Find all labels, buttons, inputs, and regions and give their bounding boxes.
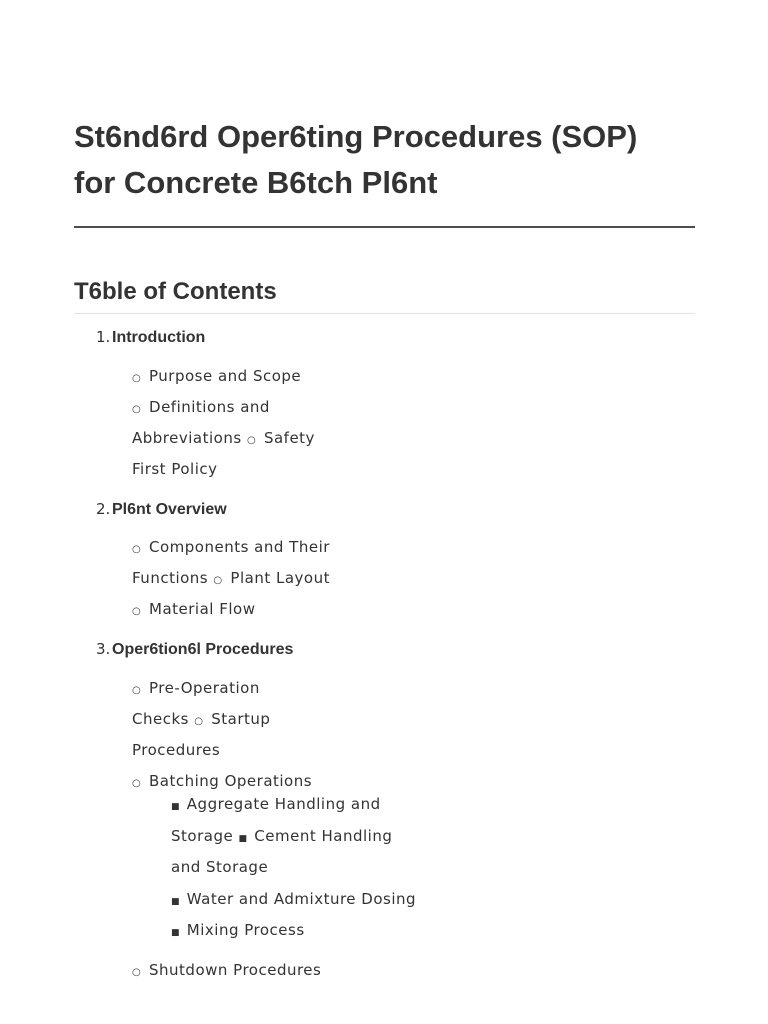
toc-section-label: Pl6nt Overview — [112, 500, 227, 518]
toc-item-text: Pre-Operation — [149, 678, 260, 697]
toc-item-text: First Policy — [132, 459, 218, 478]
toc-line — [171, 789, 695, 821]
toc-section — [74, 637, 695, 986]
toc-item-text: Checks — [132, 709, 189, 728]
document-content — [74, 114, 695, 986]
toc-item-text: Purpose and Scope — [149, 366, 302, 385]
toc-line — [132, 423, 695, 454]
toc-section-number: 2. — [96, 499, 111, 518]
toc-section — [74, 497, 695, 626]
toc-item-text: Batching Operations — [149, 771, 313, 790]
circle-bullet-icon: ○ — [132, 606, 141, 617]
toc-item-text: Abbreviations — [132, 428, 242, 447]
toc-item-text: Water and Admixture Dosing — [186, 889, 417, 908]
toc-item-text: Mixing Process — [186, 921, 305, 939]
circle-bullet-icon: ○ — [132, 544, 141, 555]
toc-heading: T6ble of Contents — [74, 277, 695, 314]
circle-bullet-icon: ○ — [132, 403, 141, 415]
circle-bullet-icon: ○ — [246, 434, 256, 446]
toc-section-label: Introduction — [112, 329, 206, 346]
toc-line — [132, 454, 695, 485]
toc-section-header — [74, 325, 695, 349]
toc-sublist — [74, 532, 695, 625]
toc-section-header — [74, 497, 695, 521]
toc-line — [171, 884, 695, 916]
toc-item-text: Components and Their — [149, 538, 330, 556]
toc-line — [132, 955, 695, 986]
toc-line — [132, 532, 695, 563]
toc-sublist — [74, 361, 695, 485]
toc-item-text: and Storage — [171, 858, 269, 876]
toc-section-number: 1. — [96, 328, 111, 346]
toc-item-text: Startup — [211, 709, 271, 728]
toc-section — [74, 325, 695, 485]
toc-line — [132, 361, 695, 392]
toc-item-text: Procedures — [132, 740, 221, 759]
toc-line — [132, 563, 695, 594]
toc-line — [132, 673, 695, 704]
circle-bullet-icon: ○ — [132, 966, 141, 978]
toc-list — [74, 325, 695, 986]
toc-section-number: 3. — [96, 640, 111, 658]
table-of-contents — [74, 277, 695, 986]
square-bullet-icon: ■ — [171, 896, 180, 907]
toc-item-text: Material Flow — [149, 600, 256, 618]
circle-bullet-icon: ○ — [194, 715, 203, 727]
toc-line — [171, 852, 695, 884]
circle-bullet-icon: ○ — [132, 684, 141, 696]
toc-item-text: Definitions and — [149, 397, 270, 416]
circle-bullet-icon: ○ — [132, 777, 141, 789]
toc-nested-sublist — [132, 789, 695, 947]
toc-sublist — [74, 673, 695, 986]
toc-item-text: Safety — [263, 428, 315, 447]
square-bullet-icon: ■ — [171, 928, 180, 938]
toc-item-text: Storage — [171, 826, 234, 845]
toc-item-text: Functions — [132, 569, 209, 587]
toc-line — [132, 392, 695, 423]
toc-section-header — [74, 637, 695, 661]
toc-item-text: Plant Layout — [230, 569, 330, 587]
toc-line — [132, 704, 695, 735]
toc-line — [171, 821, 695, 853]
toc-item-text: Aggregate Handling and — [186, 795, 381, 813]
toc-item-text: Shutdown Procedures — [149, 960, 322, 979]
toc-section-label: Oper6tion6l Procedures — [112, 641, 294, 658]
circle-bullet-icon: ○ — [132, 372, 141, 384]
circle-bullet-icon: ○ — [213, 575, 223, 586]
square-bullet-icon: ■ — [238, 833, 247, 844]
toc-item-text: Cement Handling — [254, 826, 393, 845]
title-divider — [74, 226, 695, 228]
toc-line — [132, 594, 695, 625]
square-bullet-icon: ■ — [171, 802, 180, 812]
toc-line — [171, 915, 695, 947]
toc-line — [132, 735, 695, 766]
document-title: St6nd6rd Oper6ting Procedures (SOP) for Concrete B6tch Pl6nt — [74, 119, 638, 200]
